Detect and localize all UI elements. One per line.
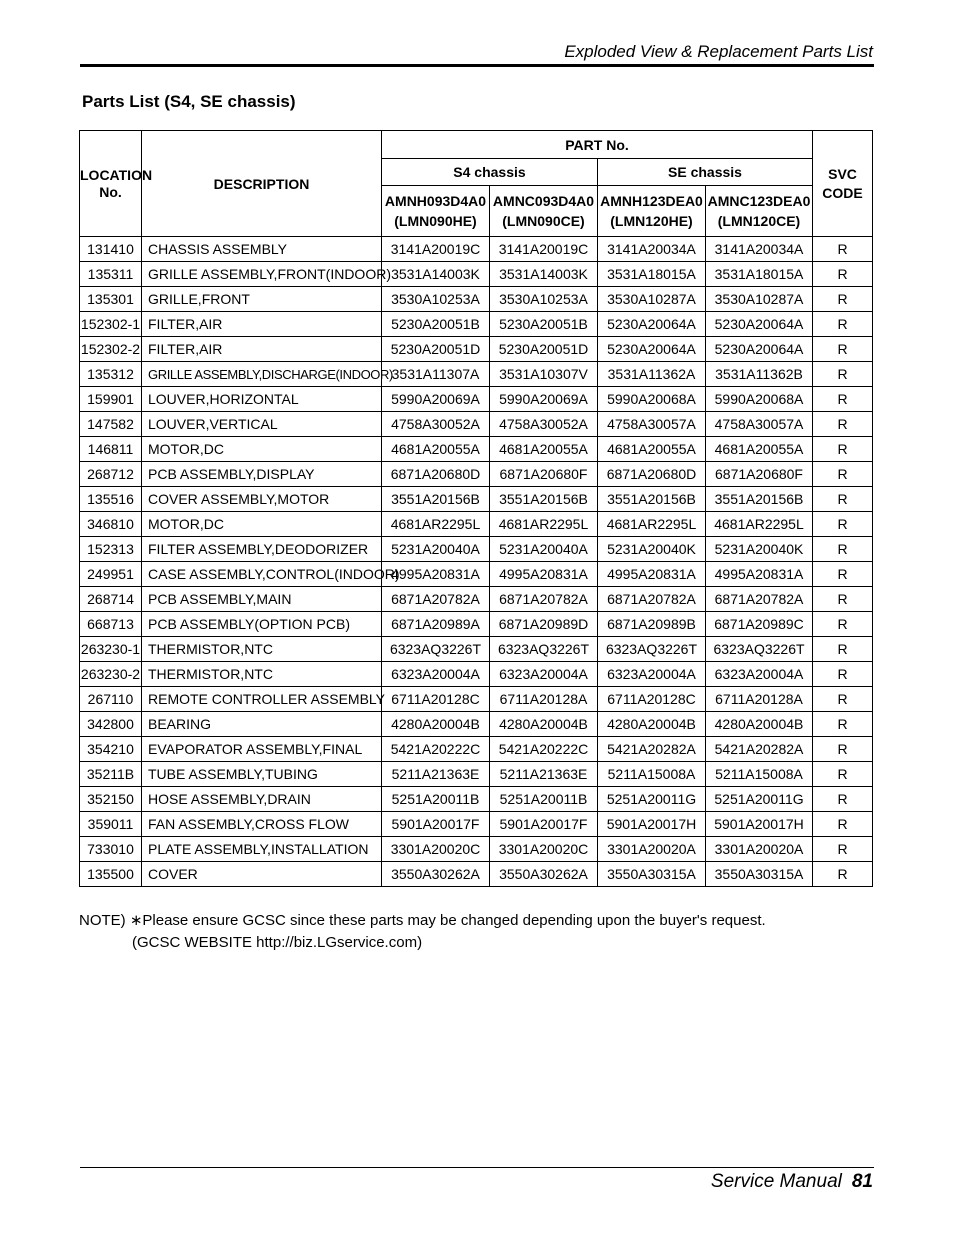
part-number-cell: 6711A20128A <box>490 687 598 712</box>
part-number-cell: 6711A20128A <box>706 687 813 712</box>
description-cell: PCB ASSEMBLY,DISPLAY <box>142 462 382 487</box>
page-number: 81 <box>851 1171 873 1192</box>
part-number-cell: 3301A20020C <box>490 837 598 862</box>
svc-code-cell: R <box>813 687 873 712</box>
table-row <box>80 787 873 812</box>
description-cell: MOTOR,DC <box>142 512 382 537</box>
part-number-cell: 5251A20011G <box>598 787 706 812</box>
page-header-title: Exploded View & Replacement Parts List <box>564 42 873 61</box>
table-row <box>80 237 873 262</box>
part-number-cell: 3531A11307A <box>382 362 490 387</box>
table-row <box>80 637 873 662</box>
part-number-cell: 5230A20064A <box>598 312 706 337</box>
svc-code-cell: R <box>813 537 873 562</box>
part-number-cell: 6871A20989D <box>490 612 598 637</box>
table-row <box>80 737 873 762</box>
part-number-cell: 3550A30315A <box>706 862 813 887</box>
part-number-cell: 4758A30052A <box>382 412 490 437</box>
part-number-cell: 6711A20128C <box>382 687 490 712</box>
description-header: DESCRIPTION <box>142 131 382 237</box>
svc-code-cell: R <box>813 412 873 437</box>
table-row <box>80 587 873 612</box>
svc-code-cell: R <box>813 712 873 737</box>
table-row <box>80 762 873 787</box>
location-cell: 146811 <box>80 437 142 462</box>
location-cell: 249951 <box>80 562 142 587</box>
location-cell: 152313 <box>80 537 142 562</box>
part-number-cell: 5901A20017H <box>706 812 813 837</box>
svc-code-cell: R <box>813 387 873 412</box>
model-header-3: AMNH123DEA0 (LMN120HE) <box>598 186 706 237</box>
table-row <box>80 612 873 637</box>
part-number-cell: 6871A20680F <box>706 462 813 487</box>
part-number-cell: 4681AR2295L <box>598 512 706 537</box>
location-cell: 268712 <box>80 462 142 487</box>
part-number-cell: 6323A20004A <box>598 662 706 687</box>
model-header-4: AMNC123DEA0 (LMN120CE) <box>706 186 813 237</box>
part-number-cell: 4995A20831A <box>706 562 813 587</box>
location-cell: 733010 <box>80 837 142 862</box>
part-number-cell: 3531A11362A <box>598 362 706 387</box>
description-cell: CASE ASSEMBLY,CONTROL(INDOOR) <box>142 562 382 587</box>
part-number-cell: 4681AR2295L <box>706 512 813 537</box>
location-cell: 342800 <box>80 712 142 737</box>
note-line-2: (GCSC WEBSITE http://biz.LGservice.com) <box>132 934 423 951</box>
part-number-cell: 5231A20040A <box>490 537 598 562</box>
part-number-cell: 3530A10253A <box>490 287 598 312</box>
table-row <box>80 462 873 487</box>
location-cell: 152302-1 <box>80 312 142 337</box>
model-header-1: AMNH093D4A0 (LMN090HE) <box>382 186 490 237</box>
part-number-cell: 6871A20680D <box>382 462 490 487</box>
part-number-cell: 5230A20064A <box>706 312 813 337</box>
part-number-cell: 4681A20055A <box>598 437 706 462</box>
part-number-cell: 6871A20989B <box>598 612 706 637</box>
part-number-cell: 5990A20069A <box>490 387 598 412</box>
footer-rule <box>80 1167 874 1168</box>
parts-table-body <box>80 237 873 887</box>
part-number-cell: 6871A20782A <box>382 587 490 612</box>
location-cell: 135311 <box>80 262 142 287</box>
part-number-cell: 6871A20680F <box>490 462 598 487</box>
part-number-cell: 4681A20055A <box>706 437 813 462</box>
location-cell: 135312 <box>80 362 142 387</box>
page-footer <box>711 1171 873 1193</box>
svc-code-cell: R <box>813 562 873 587</box>
svc-code-cell: R <box>813 312 873 337</box>
svc-code-header: SVC CODE <box>813 131 873 237</box>
svc-code-cell: R <box>813 362 873 387</box>
se-chassis-header: SE chassis <box>598 159 813 186</box>
part-number-cell: 6323AQ3226T <box>490 637 598 662</box>
part-number-cell: 3301A20020A <box>706 837 813 862</box>
part-number-cell: 5901A20017H <box>598 812 706 837</box>
part-number-cell: 4280A20004B <box>706 712 813 737</box>
part-number-cell: 3531A14003K <box>382 262 490 287</box>
description-cell: REMOTE CONTROLLER ASSEMBLY <box>142 687 382 712</box>
part-number-cell: 3551A20156B <box>382 487 490 512</box>
description-cell: FILTER,AIR <box>142 312 382 337</box>
note <box>79 910 766 954</box>
description-cell: CHASSIS ASSEMBLY <box>142 237 382 262</box>
part-number-cell: 5421A20222C <box>382 737 490 762</box>
description-cell: LOUVER,VERTICAL <box>142 412 382 437</box>
description-cell: COVER <box>142 862 382 887</box>
part-number-cell: 3550A30262A <box>490 862 598 887</box>
description-cell: FAN ASSEMBLY,CROSS FLOW <box>142 812 382 837</box>
description-cell: THERMISTOR,NTC <box>142 662 382 687</box>
part-number-cell: 5990A20068A <box>598 387 706 412</box>
description-cell: THERMISTOR,NTC <box>142 637 382 662</box>
description-cell: PLATE ASSEMBLY,INSTALLATION <box>142 837 382 862</box>
part-number-cell: 3301A20020C <box>382 837 490 862</box>
part-number-cell: 3141A20019C <box>382 237 490 262</box>
location-cell: 135500 <box>80 862 142 887</box>
svc-code-cell: R <box>813 462 873 487</box>
table-row <box>80 312 873 337</box>
table-row <box>80 437 873 462</box>
part-number-cell: 4758A30057A <box>598 412 706 437</box>
part-number-cell: 3141A20034A <box>598 237 706 262</box>
part-number-cell: 5230A20051B <box>382 312 490 337</box>
table-row <box>80 812 873 837</box>
table-row <box>80 337 873 362</box>
table-row <box>80 362 873 387</box>
location-cell: 263230-2 <box>80 662 142 687</box>
part-number-cell: 5990A20069A <box>382 387 490 412</box>
svc-code-cell: R <box>813 437 873 462</box>
part-number-cell: 5990A20068A <box>706 387 813 412</box>
part-number-cell: 4280A20004B <box>382 712 490 737</box>
table-row <box>80 387 873 412</box>
part-number-cell: 6871A20989C <box>706 612 813 637</box>
part-number-cell: 4681A20055A <box>382 437 490 462</box>
description-cell: GRILLE ASSEMBLY,DISCHARGE(INDOOR) <box>142 362 382 387</box>
table-row <box>80 712 873 737</box>
description-cell: GRILLE ASSEMBLY,FRONT(INDOOR) <box>142 262 382 287</box>
table-row <box>80 862 873 887</box>
svc-code-cell: R <box>813 862 873 887</box>
model-header-2: AMNC093D4A0 (LMN090CE) <box>490 186 598 237</box>
part-number-cell: 3530A10287A <box>706 287 813 312</box>
location-cell: 152302-2 <box>80 337 142 362</box>
part-number-cell: 4280A20004B <box>490 712 598 737</box>
part-number-cell: 3530A10287A <box>598 287 706 312</box>
part-number-cell: 5421A20222C <box>490 737 598 762</box>
part-number-cell: 3530A10253A <box>382 287 490 312</box>
part-number-cell: 3531A18015A <box>706 262 813 287</box>
part-number-cell: 6323A20004A <box>706 662 813 687</box>
part-number-cell: 5211A21363E <box>490 762 598 787</box>
part-number-cell: 5251A20011B <box>382 787 490 812</box>
part-number-cell: 5231A20040K <box>706 537 813 562</box>
part-number-cell: 3141A20019C <box>490 237 598 262</box>
svc-code-cell: R <box>813 487 873 512</box>
part-number-cell: 5251A20011B <box>490 787 598 812</box>
svc-code-cell: R <box>813 762 873 787</box>
part-number-cell: 5230A20064A <box>598 337 706 362</box>
table-row <box>80 412 873 437</box>
part-number-cell: 3550A30262A <box>382 862 490 887</box>
s4-chassis-header: S4 chassis <box>382 159 598 186</box>
location-cell: 159901 <box>80 387 142 412</box>
location-cell: 147582 <box>80 412 142 437</box>
location-cell: 263230-1 <box>80 637 142 662</box>
part-number-cell: 3531A11362B <box>706 362 813 387</box>
svc-code-cell: R <box>813 837 873 862</box>
description-cell: LOUVER,HORIZONTAL <box>142 387 382 412</box>
part-number-cell: 5421A20282A <box>598 737 706 762</box>
part-number-cell: 6871A20782A <box>598 587 706 612</box>
svc-code-cell: R <box>813 287 873 312</box>
location-header: LOCATION No. <box>80 131 142 237</box>
table-row <box>80 837 873 862</box>
location-cell: 135301 <box>80 287 142 312</box>
location-cell: 346810 <box>80 512 142 537</box>
description-cell: MOTOR,DC <box>142 437 382 462</box>
part-number-cell: 3531A10307V <box>490 362 598 387</box>
part-number-cell: 4995A20831A <box>382 562 490 587</box>
svc-code-cell: R <box>813 512 873 537</box>
location-cell: 352150 <box>80 787 142 812</box>
part-number-cell: 5231A20040A <box>382 537 490 562</box>
description-cell: PCB ASSEMBLY(OPTION PCB) <box>142 612 382 637</box>
header-rule <box>80 64 874 67</box>
svc-code-cell: R <box>813 612 873 637</box>
part-number-cell: 4758A30057A <box>706 412 813 437</box>
part-number-cell: 4758A30052A <box>490 412 598 437</box>
note-line-1: NOTE) ∗Please ensure GCSC since these parts may be changed depending upon the buyer's request. <box>79 912 766 929</box>
svc-code-cell: R <box>813 337 873 362</box>
part-number-cell: 5231A20040K <box>598 537 706 562</box>
svc-code-cell: R <box>813 262 873 287</box>
part-number-cell: 6323A20004A <box>382 662 490 687</box>
description-cell: GRILLE,FRONT <box>142 287 382 312</box>
table-row <box>80 537 873 562</box>
part-no-header: PART No. <box>382 131 813 159</box>
part-number-cell: 3531A18015A <box>598 262 706 287</box>
part-number-cell: 3141A20034A <box>706 237 813 262</box>
description-cell: EVAPORATOR ASSEMBLY,FINAL <box>142 737 382 762</box>
svc-code-cell: R <box>813 637 873 662</box>
description-cell: PCB ASSEMBLY,MAIN <box>142 587 382 612</box>
part-number-cell: 5211A15008A <box>706 762 813 787</box>
location-cell: 668713 <box>80 612 142 637</box>
location-cell: 35211B <box>80 762 142 787</box>
location-cell: 359011 <box>80 812 142 837</box>
description-cell: HOSE ASSEMBLY,DRAIN <box>142 787 382 812</box>
part-number-cell: 5901A20017F <box>382 812 490 837</box>
part-number-cell: 6871A20782A <box>490 587 598 612</box>
part-number-cell: 6323AQ3226T <box>598 637 706 662</box>
svc-code-cell: R <box>813 587 873 612</box>
part-number-cell: 4681AR2295L <box>490 512 598 537</box>
table-row <box>80 487 873 512</box>
part-number-cell: 6323A20004A <box>490 662 598 687</box>
location-cell: 354210 <box>80 737 142 762</box>
table-row <box>80 287 873 312</box>
part-number-cell: 3550A30315A <box>598 862 706 887</box>
svc-code-cell: R <box>813 737 873 762</box>
part-number-cell: 3551A20156B <box>706 487 813 512</box>
svc-code-cell: R <box>813 787 873 812</box>
description-cell: FILTER,AIR <box>142 337 382 362</box>
part-number-cell: 6323AQ3226T <box>382 637 490 662</box>
part-number-cell: 5230A20064A <box>706 337 813 362</box>
svc-code-cell: R <box>813 812 873 837</box>
part-number-cell: 4681AR2295L <box>382 512 490 537</box>
part-number-cell: 5230A20051D <box>382 337 490 362</box>
table-row <box>80 662 873 687</box>
part-number-cell: 5230A20051D <box>490 337 598 362</box>
location-cell: 268714 <box>80 587 142 612</box>
part-number-cell: 6871A20989A <box>382 612 490 637</box>
part-number-cell: 5251A20011G <box>706 787 813 812</box>
location-cell: 135516 <box>80 487 142 512</box>
description-cell: FILTER ASSEMBLY,DEODORIZER <box>142 537 382 562</box>
part-number-cell: 5211A21363E <box>382 762 490 787</box>
part-number-cell: 6711A20128C <box>598 687 706 712</box>
location-cell: 267110 <box>80 687 142 712</box>
part-number-cell: 6323AQ3226T <box>706 637 813 662</box>
part-number-cell: 6871A20782A <box>706 587 813 612</box>
part-number-cell: 3301A20020A <box>598 837 706 862</box>
footer-label: Service Manual <box>710 1171 842 1192</box>
part-number-cell: 5230A20051B <box>490 312 598 337</box>
table-row <box>80 562 873 587</box>
description-cell: TUBE ASSEMBLY,TUBING <box>142 762 382 787</box>
part-number-cell: 6871A20680D <box>598 462 706 487</box>
part-number-cell: 4681A20055A <box>490 437 598 462</box>
part-number-cell: 3531A14003K <box>490 262 598 287</box>
section-title: Parts List (S4, SE chassis) <box>82 92 296 111</box>
part-number-cell: 3551A20156B <box>490 487 598 512</box>
svc-code-cell: R <box>813 237 873 262</box>
table-row <box>80 512 873 537</box>
part-number-cell: 4995A20831A <box>490 562 598 587</box>
part-number-cell: 4280A20004B <box>598 712 706 737</box>
parts-table <box>79 130 873 887</box>
part-number-cell: 5901A20017F <box>490 812 598 837</box>
location-cell: 131410 <box>80 237 142 262</box>
svc-code-cell: R <box>813 662 873 687</box>
part-number-cell: 5421A20282A <box>706 737 813 762</box>
table-row <box>80 687 873 712</box>
part-number-cell: 4995A20831A <box>598 562 706 587</box>
description-cell: BEARING <box>142 712 382 737</box>
part-number-cell: 3551A20156B <box>598 487 706 512</box>
part-number-cell: 5211A15008A <box>598 762 706 787</box>
table-row <box>80 262 873 287</box>
description-cell: COVER ASSEMBLY,MOTOR <box>142 487 382 512</box>
